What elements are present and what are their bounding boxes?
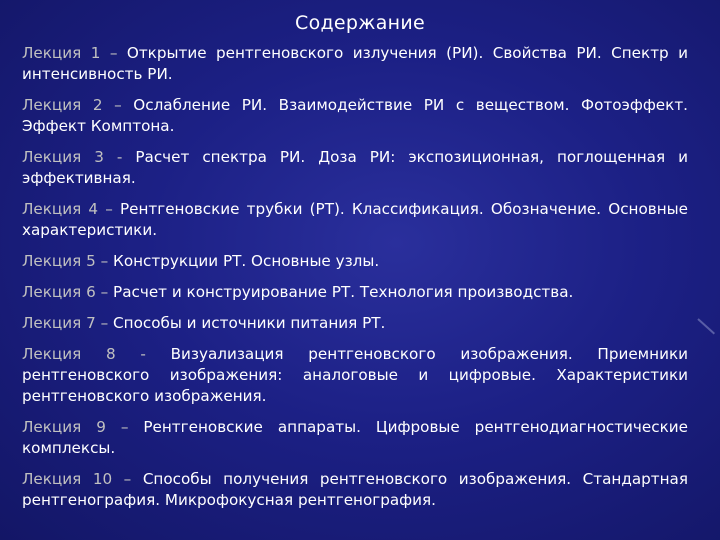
lecture-text: Открытие рентгеновского излучения (РИ). Свойства РИ. Спектр и интенсивность РИ. xyxy=(22,44,688,83)
lecture-item-5 xyxy=(22,251,688,272)
decorative-line xyxy=(697,318,715,334)
lecture-text: Рентгеновские аппараты. Цифровые рентгенодиагностические комплексы. xyxy=(22,418,688,457)
lecture-text: Способы и источники питания РТ. xyxy=(113,314,386,332)
lecture-item-10 xyxy=(22,469,688,511)
lecture-text: Рентгеновские трубки (РТ). Классификация. Обозначение. Основные характеристики. xyxy=(22,200,688,239)
lecture-text: Расчет спектра РИ. Доза РИ: экспозиционная, поглощенная и эффективная. xyxy=(22,148,688,187)
lecture-label: Лекция 5 – xyxy=(22,252,114,270)
lecture-label: Лекция 4 – xyxy=(22,200,120,218)
lecture-text: Конструкции РТ. Основные узлы. xyxy=(113,252,380,270)
lecture-label: Лекция 2 – xyxy=(22,96,134,114)
lecture-item-2 xyxy=(22,95,688,137)
lecture-label: Лекция 6 – xyxy=(22,283,114,301)
lecture-item-6 xyxy=(22,282,688,303)
lecture-item-7 xyxy=(22,313,688,334)
lecture-item-8 xyxy=(22,344,688,407)
lecture-label: Лекция 1 – xyxy=(22,44,127,62)
lecture-item-3 xyxy=(22,147,688,189)
lecture-item-1 xyxy=(22,43,688,85)
lecture-label: Лекция 7 – xyxy=(22,314,114,332)
lecture-item-9 xyxy=(22,417,688,459)
lecture-text: Визуализация рентгеновского изображения. Приемники рентгеновского изображения: аналоговые и цифровые. Характеристики рентгеновского изображения. xyxy=(22,345,688,405)
lecture-item-4 xyxy=(22,199,688,241)
lecture-label: Лекция 8 - xyxy=(22,345,171,363)
lecture-list xyxy=(22,43,688,521)
lecture-label: Лекция 9 – xyxy=(22,418,144,436)
lecture-text: Расчет и конструирование РТ. Технология производства. xyxy=(113,283,574,301)
lecture-text: Ослабление РИ. Взаимодействие РИ с веществом. Фотоэффект. Эффект Комптона. xyxy=(22,96,689,135)
lecture-label: Лекция 10 – xyxy=(22,470,143,488)
slide-title: Содержание xyxy=(295,12,425,34)
lecture-text: Способы получения рентгеновского изображения. Стандартная рентгенография. Микрофокусная рентгенография. xyxy=(22,470,688,509)
lecture-label: Лекция 3 - xyxy=(22,148,136,166)
